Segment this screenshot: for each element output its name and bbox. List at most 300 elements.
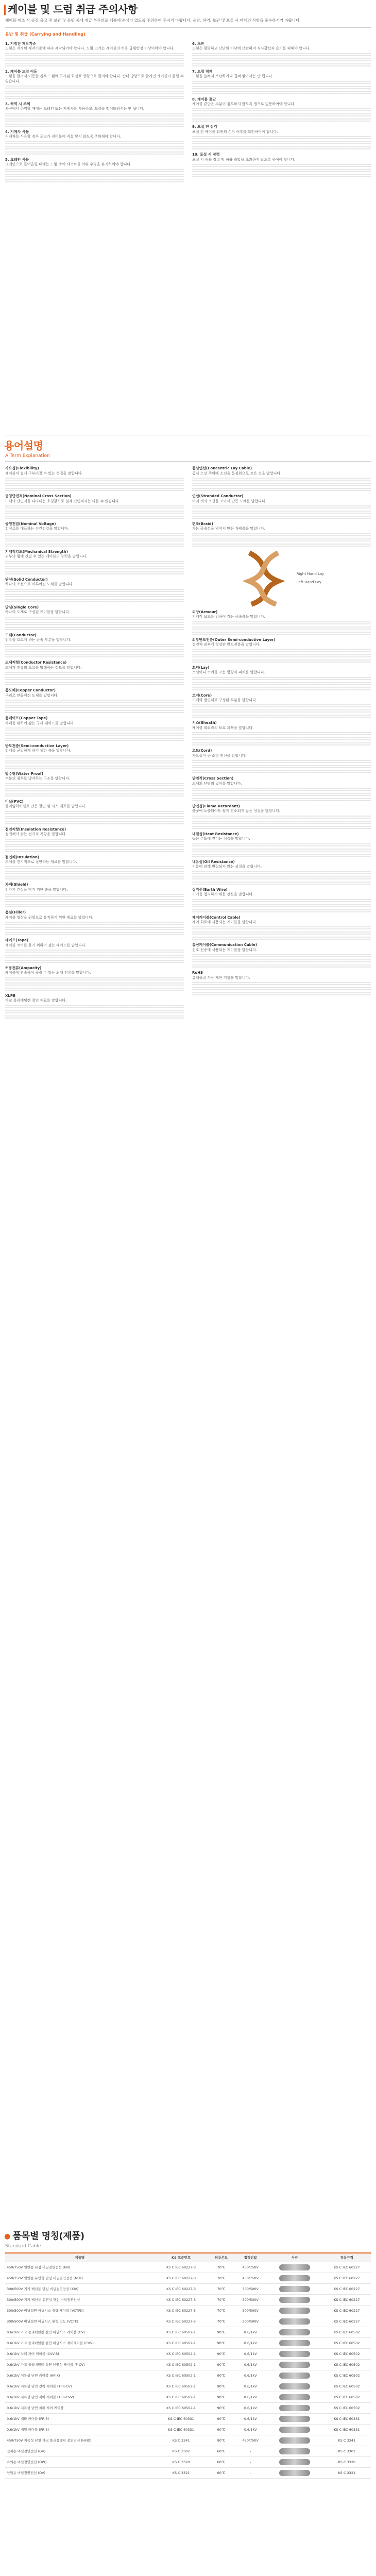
text-lines: [192, 113, 371, 117]
table-cell: 450/750V: [234, 2273, 266, 2283]
table-cell: KS C IEC 60227-3: [155, 2294, 208, 2305]
table-cell: KS C IEC 60502-1: [155, 2370, 208, 2381]
table-cell: KS C IEC 60502: [323, 2392, 371, 2402]
table-cell: 60℃: [208, 2456, 235, 2467]
text-lines: [5, 987, 184, 991]
table-cell: 0.6/1kV 차폐 제어 케이블 (CVV-S): [5, 2348, 155, 2359]
text-lines: [192, 538, 371, 542]
table-row: [5, 2435, 371, 2446]
item-title: 꼬임(Lay): [192, 665, 210, 670]
table-cell: 70℃: [208, 2273, 235, 2283]
column-header: 사진: [266, 2253, 322, 2262]
text-lines: [192, 510, 371, 514]
table-cell: KS C IEC 60227-5: [155, 2316, 208, 2327]
table-cell: 0.6/1kV 저독성 난연 전력 케이블 (TFR-CV): [5, 2381, 155, 2392]
item-text: 신호 전송에 사용되는 케이블을 말합니다.: [192, 947, 258, 952]
text-lines: [5, 682, 184, 686]
text-lines: [192, 732, 371, 736]
table-cell: KS C IEC 60227: [323, 2294, 371, 2305]
cable-thumbnail: [279, 2362, 310, 2368]
item-text: 케이블 끝단은 수분이 침투하지 않도록 캡으로 밀봉하여야 합니다.: [192, 101, 296, 106]
item-text: 케이블이 쉽게 구부러질 수 있는 성질을 말합니다.: [5, 471, 83, 476]
cable-photo: [266, 2456, 322, 2467]
text-lines: [192, 843, 371, 847]
cable-thumbnail: [279, 2329, 310, 2335]
text-lines: [5, 118, 184, 122]
table-row: [5, 2392, 371, 2402]
table-row: [5, 2456, 371, 2467]
item-title: 코드(Cord): [192, 749, 212, 753]
item-text: 차량에서 하역할 때에는 크레인 또는 지게차를 사용하고, 드럼을 떨어뜨려서는 안 됩니다.: [5, 107, 145, 111]
item-text: 드럼을 눕혀서 보관하거나 겹쳐 쌓아서는 안 됩니다.: [192, 74, 274, 79]
text-lines: [5, 505, 184, 509]
text-lines: [5, 63, 184, 67]
item-text: 폴리염화비닐로 만든 절연 및 시스 재료를 말합니다.: [5, 804, 87, 809]
text-lines: [5, 151, 184, 155]
products-title: 품목별 명칭(제품): [12, 2231, 84, 2242]
text-lines: [192, 53, 371, 57]
text-lines: [192, 798, 371, 802]
text-lines: [5, 793, 184, 797]
item-text: 하나의 소선으로 이루어진 도체를 말합니다.: [5, 582, 74, 587]
text-lines: [192, 853, 371, 857]
table-cell: 0.6/1kV: [234, 2392, 266, 2402]
item-title: 절연체(Insulation): [5, 855, 40, 859]
cable-photo: [266, 2348, 322, 2359]
table-cell: KS C IEC 60331: [155, 2424, 208, 2435]
item-text: 전선로를 대표하는 선간전압을 말합니다.: [5, 527, 69, 531]
table-cell: 0.6/1kV 저독성 난연 제어 케이블 (TFR-CVV): [5, 2392, 155, 2402]
table-cell: KS C IEC 60502: [323, 2402, 371, 2413]
cable-thumbnail: [279, 2383, 310, 2389]
table-cell: 0.6/1kV 가교 폴리에틸렌 절연 비닐시스 제어케이블 (CVV): [5, 2337, 155, 2348]
terms-section: [0, 433, 376, 1020]
table-cell: 70℃: [208, 2294, 235, 2305]
table-cell: 60℃: [208, 2467, 235, 2478]
text-lines: [5, 174, 184, 178]
item-title: 내유성(Oil Resistance): [192, 859, 235, 864]
text-lines: [5, 904, 184, 908]
text-lines: [192, 174, 371, 178]
table-cell: KS C IEC 60227-3: [155, 2262, 208, 2273]
item-text: 기계적 보호를 위하여 감는 금속층을 말합니다.: [192, 615, 265, 619]
table-cell: 0.6/1kV: [234, 2327, 266, 2337]
text-lines: [192, 981, 371, 986]
text-lines: [5, 588, 184, 592]
table-row: [5, 2424, 371, 2435]
terms-header: [0, 439, 376, 452]
table-cell: KS C 3341: [155, 2435, 208, 2446]
table-cell: 0.6/1kV 가교 폴리에틸렌 절연 난연성 케이블 (F-CV): [5, 2359, 155, 2370]
item-title: 공칭단면적(Nominal Cross Section): [5, 494, 72, 499]
text-lines: [192, 63, 371, 67]
cable-photo: [266, 2467, 322, 2478]
lay-figures: [192, 550, 371, 607]
handling-section: [0, 3, 376, 184]
table-cell: 0.6/1kV: [234, 2424, 266, 2435]
table-cell: 90℃: [208, 2337, 235, 2348]
text-lines: [192, 80, 371, 84]
text-lines: [5, 871, 184, 875]
table-cell: 300/500V: [234, 2316, 266, 2327]
table-cell: 0.6/1kV 저독성 난연 케이블 (HFIX): [5, 2370, 155, 2381]
cable-photo: [266, 2392, 322, 2402]
text-lines: [192, 770, 371, 774]
cable-thumbnail: [279, 2416, 310, 2422]
item-text: 케이블 최외곽의 보호 피복을 말합니다.: [192, 725, 254, 730]
table-cell: KS C IEC 60502-1: [155, 2402, 208, 2413]
text-lines: [192, 904, 371, 908]
item-text: 여러 개의 소선을 꼬아서 만든 도체를 말합니다.: [192, 499, 267, 503]
table-cell: 0.6/1kV 가교 폴리에틸렌 절연 비닐시스 케이블 (CV): [5, 2327, 155, 2337]
item-text: 하나의 도체로 구성된 케이블을 말합니다.: [5, 610, 71, 615]
item-text: 케이블 코어를 묶기 위하여 감는 테이프를 말합니다.: [5, 943, 87, 947]
table-row: [5, 2294, 371, 2305]
item-title: 공칭전압(Nominal Voltage): [5, 522, 56, 526]
table-cell: KS C IEC 60502: [323, 2370, 371, 2381]
item-title: 10. 포설 시 장력: [192, 152, 220, 157]
text-lines: [5, 510, 184, 514]
column-header: 적용규격: [323, 2253, 371, 2262]
table-cell: KS C IEC 60502: [323, 2327, 371, 2337]
table-cell: 300/500V: [234, 2294, 266, 2305]
item-title: 테이프(Tape): [5, 938, 29, 943]
item-title: 동심연선(Concentric Lay Cable): [192, 466, 252, 471]
text-lines: [192, 926, 371, 930]
item-text: 기름에 의해 변질되지 않는 성질을 말합니다.: [192, 865, 262, 869]
item-title: RoHS: [192, 971, 203, 975]
text-lines: [5, 982, 184, 986]
item-title: 비닐(PVC): [5, 799, 24, 804]
text-lines: [5, 921, 184, 925]
table-cell: 450/750V 일반용 단심 비닐절연전선 (NR): [5, 2262, 155, 2273]
item-text: 절연체가 갖는 전기적 저항을 말합니다.: [5, 832, 67, 837]
item-title: 기계적강도(Mechanical Strength): [5, 549, 68, 554]
table-row: [5, 2413, 371, 2424]
products-header: [0, 2231, 376, 2243]
item-title: 도체(Conductor): [5, 633, 37, 637]
table-cell: 90℃: [208, 2424, 235, 2435]
table-row: [5, 2327, 371, 2337]
table-cell: 90℃: [208, 2327, 235, 2337]
item-title: 시스(Sheath): [192, 721, 217, 725]
products-section: [0, 2231, 376, 2482]
table-cell: 70℃: [208, 2283, 235, 2294]
text-lines: [5, 571, 184, 575]
text-lines: [192, 163, 371, 167]
text-lines: [5, 643, 184, 648]
products-table: [5, 2253, 371, 2479]
item-text: 중심 소선 주위에 소선을 동심원으로 꼬은 것을 말합니다.: [192, 471, 282, 476]
text-lines: [5, 959, 184, 963]
cable-photo: [266, 2327, 322, 2337]
text-lines: [192, 820, 371, 824]
item-title: 단선(Solid Conductor): [5, 577, 48, 582]
text-lines: [192, 146, 371, 150]
table-cell: 300/500V: [234, 2305, 266, 2316]
item-title: 2. 케이블 드럼 이동: [5, 69, 38, 74]
item-text: 구리로 만들어진 도체를 말합니다.: [5, 693, 59, 698]
table-cell: KS C IEC 60227-5: [155, 2305, 208, 2316]
table-body: [5, 2262, 371, 2478]
terms-right-column: [192, 464, 371, 1020]
cable-thumbnail: [279, 2372, 310, 2379]
table-row: [5, 2348, 371, 2359]
table-cell: KS C IEC 60227-3: [155, 2283, 208, 2294]
item-text: 도체가 전류의 흐름을 방해하는 정도를 말합니다.: [5, 665, 82, 670]
item-text: 가는 금속선을 엮어서 만든 차폐층을 말합니다.: [192, 527, 265, 531]
text-lines: [5, 816, 184, 820]
table-cell: KS C IEC 60502: [323, 2337, 371, 2348]
text-lines: [5, 113, 184, 117]
text-lines: [192, 848, 371, 852]
accent-bar: [4, 5, 6, 15]
divider: [5, 461, 371, 462]
item-text: 지게차를 사용할 경우 포크가 케이블에 직접 닿지 않도록 주의해야 합니다.: [5, 134, 122, 139]
table-cell: 0.6/1kV: [234, 2402, 266, 2413]
cable-photo: [266, 2294, 322, 2305]
text-lines: [5, 704, 184, 708]
handling-left-column: [5, 39, 184, 184]
column-header: 정격전압: [234, 2253, 266, 2262]
cable-thumbnail: [279, 2351, 310, 2357]
handling-right-column: [192, 39, 371, 184]
item-text: 가교 폴리에틸렌 절연 재료를 말합니다.: [5, 998, 67, 1003]
text-lines: [192, 881, 371, 885]
table-cell: 90℃: [208, 2348, 235, 2359]
item-text: 드럼은 평평하고 단단한 바닥에 보관하며 직사광선과 습기를 피해야 합니다.: [192, 46, 311, 51]
text-lines: [5, 538, 184, 542]
table-cell: 300/500V 비닐절연 비닐시스 원형 코드 (VCTF): [5, 2316, 155, 2327]
text-lines: [5, 85, 184, 89]
products-table-wrap: [5, 2252, 371, 2479]
text-lines: [5, 876, 184, 880]
cable-thumbnail: [279, 2470, 310, 2476]
item-text: 전자기 간섭을 막기 위한 층을 말합니다.: [5, 887, 68, 892]
text-lines: [5, 838, 184, 842]
text-lines: [192, 742, 371, 746]
text-lines: [5, 141, 184, 145]
left-lay-label: Left Hand Lay: [296, 580, 322, 584]
item-title: 내열성(Heat Resistance): [192, 832, 239, 836]
text-lines: [192, 626, 371, 630]
text-lines: [192, 108, 371, 112]
table-cell: KS C IEC 60227: [323, 2262, 371, 2273]
table-cell: KS C IEC 60502: [323, 2359, 371, 2370]
text-lines: [192, 482, 371, 486]
item-title: 가요성(Flexibility): [5, 466, 39, 471]
text-lines: [192, 86, 371, 90]
text-lines: [5, 949, 184, 953]
text-lines: [5, 899, 184, 903]
text-lines: [192, 714, 371, 718]
text-lines: [5, 179, 184, 183]
item-text: 도체의 단면의 넓이를 말합니다.: [192, 781, 242, 786]
table-cell: 300/500V: [234, 2283, 266, 2294]
table-cell: KS C 3321: [155, 2467, 208, 2478]
text-lines: [192, 871, 371, 875]
text-lines: [5, 477, 184, 481]
item-title: 단심(Single Core): [5, 605, 39, 609]
table-cell: KS C IEC 60502: [323, 2381, 371, 2392]
item-title: 1. 지정된 제작기준: [5, 41, 36, 46]
text-lines: [192, 487, 371, 492]
text-lines: [192, 787, 371, 791]
text-lines: [5, 654, 184, 658]
table-cell: KS C IEC 60227: [323, 2305, 371, 2316]
table-cell: 60℃: [208, 2446, 235, 2456]
table-cell: KS C IEC 60502-1: [155, 2359, 208, 2370]
text-lines: [5, 1010, 184, 1014]
table-cell: -: [234, 2456, 266, 2467]
text-lines: [192, 682, 371, 686]
text-lines: [5, 515, 184, 519]
handling-columns: [0, 39, 376, 184]
table-cell: KS C 3320: [323, 2456, 371, 2467]
text-lines: [5, 931, 184, 936]
table-cell: KS C IEC 60502-1: [155, 2348, 208, 2359]
cable-photo: [266, 2370, 322, 2381]
text-lines: [5, 737, 184, 741]
text-lines: [192, 654, 371, 658]
text-lines: [192, 759, 371, 764]
item-title: 코어(Core): [192, 693, 212, 698]
table-row: [5, 2402, 371, 2413]
terms-title: 용어설명: [4, 439, 43, 452]
item-text: 전류를 흐르게 하는 금속 부분을 말합니다.: [5, 637, 72, 642]
item-title: 접지선(Earth Wire): [192, 887, 228, 892]
item-title: 난연성(Flame Retardant): [192, 804, 240, 808]
cable-photo: [266, 2435, 322, 2446]
table-cell: 90℃: [208, 2381, 235, 2392]
table-cell: 0.6/1kV: [234, 2337, 266, 2348]
text-lines: [5, 755, 184, 759]
products-subtitle: Standard Cable: [5, 2243, 41, 2249]
table-cell: KS C 3302: [323, 2446, 371, 2456]
item-text: 드럼을 굴려서 이동할 경우 드럼에 표시된 화살표 방향으로 굴려야 합니다. 반대 방향으로 굴리면 케이블이 풀릴 수 있습니다.: [5, 74, 184, 83]
table-cell: KS C IEC 60331: [323, 2424, 371, 2435]
text-lines: [192, 909, 371, 913]
terms-right-top: [192, 466, 371, 547]
column-header: KS 표준번호: [155, 2253, 208, 2262]
item-title: 4. 지게차 사용: [5, 129, 29, 134]
cable-photo: [266, 2381, 322, 2392]
text-lines: [5, 821, 184, 825]
text-lines: [5, 146, 184, 150]
cable-thumbnail: [279, 2405, 310, 2411]
table-cell: KS C IEC 60331: [323, 2413, 371, 2424]
item-title: 편조(Braid): [192, 522, 213, 526]
text-lines: [5, 487, 184, 492]
terms-right-bottom: [192, 610, 371, 996]
text-lines: [5, 926, 184, 930]
text-lines: [5, 676, 184, 681]
item-text: 케이블에 연속하여 흘릴 수 있는 최대 전류를 말합니다.: [5, 971, 91, 975]
item-title: 3. 하역 시 주의: [5, 101, 30, 106]
item-title: 허용전류(Ampacity): [5, 966, 42, 970]
handling-title: 케이블 및 드럼 취급 주의사항: [8, 3, 138, 15]
text-lines: [5, 849, 184, 853]
table-cell: KS C IEC 60227-3: [155, 2273, 208, 2283]
item-text: 도체와 절연체로 구성된 부분을 말합니다.: [192, 698, 258, 702]
table-header-row: [5, 2253, 371, 2262]
text-lines: [192, 709, 371, 713]
item-title: 5. 크레인 사용: [5, 157, 29, 162]
text-lines: [5, 783, 184, 787]
item-text: 소선이나 코어를 꼬는 방향과 피치를 말합니다.: [192, 670, 265, 675]
text-lines: [192, 987, 371, 991]
cable-photo: [266, 2446, 322, 2456]
text-lines: [5, 482, 184, 486]
table-cell: 인입용 비닐절연전선 (DV): [5, 2467, 155, 2478]
table-cell: 0.6/1kV: [234, 2370, 266, 2381]
text-lines: [192, 876, 371, 880]
table-cell: 450/750V 저독성 난연 가교 폴리올레핀 절연전선 (HFIX): [5, 2435, 155, 2446]
cable-photo: [266, 2283, 322, 2294]
item-text: 케이블 형상을 원형으로 유지하기 위한 재료를 말합니다.: [5, 915, 94, 920]
table-cell: 300/500V 비닐절연 비닐시스 경량 케이블 (VCTFK): [5, 2305, 155, 2316]
cable-thumbnail: [279, 2308, 310, 2314]
bullet-icon: ●: [4, 2232, 11, 2241]
item-title: 동테이프(Copper Tape): [5, 716, 48, 721]
table-row: [5, 2370, 371, 2381]
table-row: [5, 2262, 371, 2273]
text-lines: [5, 977, 184, 981]
text-lines: [5, 709, 184, 714]
text-lines: [5, 1015, 184, 1019]
table-cell: KS C 3321: [323, 2467, 371, 2478]
item-title: 반도전층(Semi-conductive Layer): [5, 744, 69, 748]
terms-subtitle: A Term Explanation: [5, 453, 50, 459]
text-lines: [5, 123, 184, 127]
text-lines: [192, 533, 371, 537]
table-row: [5, 2381, 371, 2392]
item-title: 단면적(Cross Section): [192, 776, 234, 781]
text-lines: [5, 599, 184, 603]
terms-left-column: [5, 464, 184, 1020]
text-lines: [5, 168, 184, 173]
text-lines: [192, 659, 371, 663]
item-title: 도체저항(Conductor Resistance): [5, 660, 67, 665]
item-title: XLPE: [5, 993, 15, 998]
text-lines: [5, 533, 184, 537]
table-cell: KS C 3302: [155, 2446, 208, 2456]
item-title: 방수형(Water Proof): [5, 771, 44, 776]
text-lines: [5, 561, 184, 565]
table-cell: KS C IEC 60227: [323, 2273, 371, 2283]
item-title: 연선(Stranded Conductor): [192, 494, 244, 499]
text-lines: [5, 954, 184, 958]
text-lines: [192, 676, 371, 681]
table-cell: 300/500V 기기 배선용 단심 비닐절연전선 (KIV): [5, 2283, 155, 2294]
table-row: [5, 2283, 371, 2294]
item-text: 드럼은 지정된 제작기준에 따라 제작되어야 합니다. 드럼 크기는 케이블의 허용 굽힘반경 이상이어야 합니다.: [5, 46, 175, 51]
text-lines: [192, 135, 371, 140]
text-lines: [5, 1005, 184, 1009]
table-cell: 0.6/1kV 내화 케이블 (FR-8): [5, 2413, 155, 2424]
text-lines: [5, 621, 184, 625]
cable-photo: [266, 2359, 322, 2370]
text-lines: [192, 704, 371, 708]
item-text: 전계를 균일하게 하기 위한 층을 말합니다.: [5, 749, 72, 753]
item-text: 외부의 힘에 견딜 수 있는 케이블의 능력을 말합니다.: [5, 554, 88, 559]
table-cell: KS C IEC 60502-1: [155, 2381, 208, 2392]
table-cell: KS C IEC 60502-1: [155, 2327, 208, 2337]
text-lines: [192, 931, 371, 935]
cable-thumbnail: [279, 2297, 310, 2303]
cable-photo: [266, 2316, 322, 2327]
text-lines: [5, 765, 184, 769]
